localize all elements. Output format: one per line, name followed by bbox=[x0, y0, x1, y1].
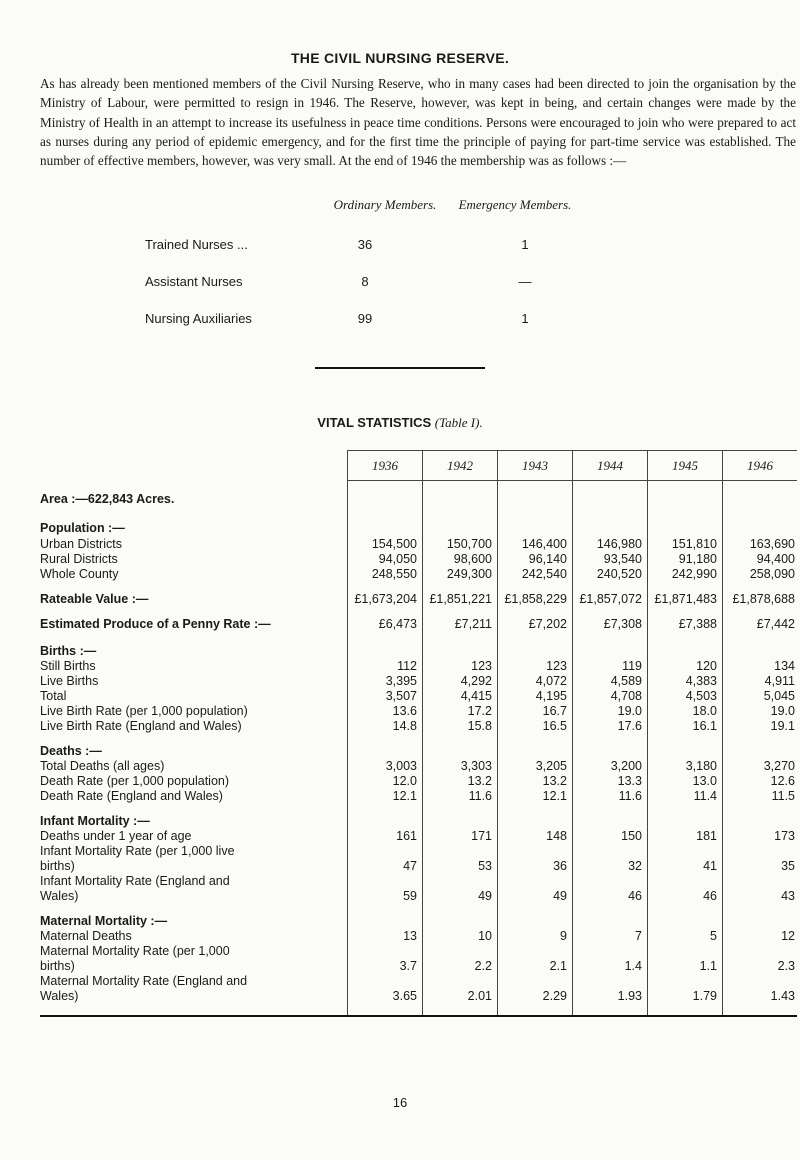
table-cell: 19.1 bbox=[770, 719, 795, 733]
membership-row bbox=[0, 311, 800, 331]
table-cell: 13.2 bbox=[467, 774, 492, 788]
table-cell: 3,200 bbox=[610, 759, 642, 773]
table-cell: 4,911 bbox=[764, 674, 795, 688]
table-cell: 13.0 bbox=[692, 774, 717, 788]
table-cell: 13.2 bbox=[542, 774, 567, 788]
table-cell: 91,180 bbox=[678, 552, 717, 566]
table-cell: 1.1 bbox=[699, 959, 717, 973]
table-cell: 148 bbox=[546, 829, 567, 843]
table-cell: 12.6 bbox=[770, 774, 795, 788]
table-cell: 9 bbox=[560, 929, 567, 943]
section-heading: Estimated Produce of a Penny Rate :— bbox=[40, 617, 271, 631]
section-heading: Infant Mortality :— bbox=[40, 814, 150, 828]
table-cell: 16.7 bbox=[542, 704, 567, 718]
emergency-count: 1 bbox=[521, 311, 529, 326]
table-cell: 181 bbox=[696, 829, 717, 843]
table-cell: 18.0 bbox=[692, 704, 717, 718]
vital-heading-text: VITAL STATISTICS bbox=[317, 415, 432, 430]
section-heading: Maternal Mortality :— bbox=[40, 914, 168, 928]
table-cell: 17.6 bbox=[617, 719, 642, 733]
table-cell: 154,500 bbox=[371, 537, 417, 551]
membership-row bbox=[0, 274, 800, 294]
table-cell: 3,270 bbox=[763, 759, 795, 773]
table-cell: 43 bbox=[781, 889, 795, 903]
table-cell: 4,708 bbox=[610, 689, 642, 703]
table-cell: 12.1 bbox=[542, 789, 567, 803]
table-bottom-rule bbox=[40, 1015, 797, 1017]
table-cell: 242,990 bbox=[671, 567, 717, 581]
ordinary-count: 8 bbox=[361, 274, 369, 289]
table-cell: 13.6 bbox=[392, 704, 417, 718]
row-label: Maternal Mortality Rate (per 1,000 bbox=[40, 944, 230, 958]
table-cell: 7 bbox=[635, 929, 642, 943]
table-cell: £7,202 bbox=[528, 617, 567, 631]
table-cell: 11.5 bbox=[771, 789, 795, 803]
table-cell: 242,540 bbox=[521, 567, 567, 581]
row-label: Total Deaths (all ages) bbox=[40, 759, 165, 773]
table-cell: 1.43 bbox=[770, 989, 795, 1003]
year-header: 1942 bbox=[447, 458, 473, 473]
row-label: Rural Districts bbox=[40, 552, 118, 566]
table-cell: 2.29 bbox=[542, 989, 567, 1003]
row-label: Deaths under 1 year of age bbox=[40, 829, 192, 843]
year-header: 1943 bbox=[522, 458, 548, 473]
table-cell: 258,090 bbox=[749, 567, 795, 581]
year-header: 1936 bbox=[372, 458, 398, 473]
table-cell: 1.4 bbox=[624, 959, 642, 973]
table-cell: £1,858,229 bbox=[504, 592, 567, 606]
row-label: Maternal Deaths bbox=[40, 929, 132, 943]
table-cell: 2.3 bbox=[777, 959, 795, 973]
table-cell: 32 bbox=[628, 859, 642, 873]
table-cell: 14.8 bbox=[392, 719, 417, 733]
table-cell: 163,690 bbox=[749, 537, 795, 551]
section-heading: Rateable Value :— bbox=[40, 592, 149, 606]
ordinary-members-header: Ordinary Members. bbox=[333, 197, 437, 212]
table-cell: 98,600 bbox=[453, 552, 492, 566]
table-cell: 1.93 bbox=[617, 989, 642, 1003]
row-label: Wales) bbox=[40, 889, 79, 903]
table-cell: 119 bbox=[622, 659, 642, 673]
table-cell: 146,400 bbox=[521, 537, 567, 551]
table-cell: £1,673,204 bbox=[354, 592, 417, 606]
table-cell: 12 bbox=[781, 929, 795, 943]
row-label: Infant Mortality Rate (England and bbox=[40, 874, 230, 888]
table-cell: 36 bbox=[553, 859, 567, 873]
row-label: Whole County bbox=[40, 567, 119, 581]
table-cell: 49 bbox=[478, 889, 492, 903]
table-cell: 146,980 bbox=[596, 537, 642, 551]
table-cell: 171 bbox=[471, 829, 492, 843]
section-heading: Population :— bbox=[40, 521, 125, 535]
table-cell: 2.1 bbox=[549, 959, 567, 973]
table-cell: 3,303 bbox=[460, 759, 492, 773]
table-cell: 47 bbox=[403, 859, 417, 873]
row-label: Maternal Mortality Rate (England and bbox=[40, 974, 248, 988]
table-cell: 10 bbox=[478, 929, 492, 943]
emergency-count: 1 bbox=[521, 237, 529, 252]
table-cell: 240,520 bbox=[596, 567, 642, 581]
page-title: THE CIVIL NURSING RESERVE. bbox=[290, 50, 510, 66]
paragraph-text: As has already been mentioned members of the Civil Nursing Reserve, who in many cases had been directed to join the organisation by the Ministry of Labour, were permitted to resign in 1946. The Reserve, however, was kept in being, and certain changes were made by the Ministry of Health in an attempt to increase its usefulness in peace time conditions. Persons were encouraged to join who were prepared to act as nurses during any period of epidemic emergency, and for the first time the principle of paying for part-time service was established. The number of effective members, however, was very small. At the end of 1946 the membership was as follows :— bbox=[40, 76, 796, 169]
membership-label: Nursing Auxiliaries bbox=[145, 311, 252, 326]
table-cell: 53 bbox=[478, 859, 492, 873]
row-label: Still Births bbox=[40, 659, 96, 673]
table-cell: 150 bbox=[621, 829, 642, 843]
table-cell: 2.01 bbox=[467, 989, 492, 1003]
table-cell: 12.0 bbox=[392, 774, 417, 788]
table-cell: 41 bbox=[703, 859, 717, 873]
row-label: Live Births bbox=[40, 674, 99, 688]
table-cell: 112 bbox=[397, 659, 417, 673]
year-header: 1945 bbox=[672, 458, 698, 473]
table-cell: 5 bbox=[710, 929, 717, 943]
table-cell: 173 bbox=[774, 829, 795, 843]
row-label: Live Birth Rate (per 1,000 population) bbox=[40, 704, 248, 718]
table-cell: £7,442 bbox=[756, 617, 795, 631]
table-cell: 151,810 bbox=[671, 537, 717, 551]
section-divider bbox=[315, 367, 485, 369]
table-cell: 49 bbox=[553, 889, 567, 903]
table-cell: £1,851,221 bbox=[429, 592, 492, 606]
table-cell: 13.3 bbox=[617, 774, 642, 788]
table-cell: 17.2 bbox=[467, 704, 492, 718]
table-cell: 93,540 bbox=[603, 552, 642, 566]
table-cell: 3,180 bbox=[685, 759, 717, 773]
table-cell: 134 bbox=[774, 659, 795, 673]
ordinary-count: 36 bbox=[357, 237, 373, 252]
page-number: 16 bbox=[392, 1095, 408, 1110]
row-label: Infant Mortality Rate (per 1,000 live bbox=[40, 844, 235, 858]
table-cell: 96,140 bbox=[528, 552, 567, 566]
table-cell: 59 bbox=[403, 889, 417, 903]
section-heading: Deaths :— bbox=[40, 744, 102, 758]
table-cell: 11.4 bbox=[693, 789, 717, 803]
table-cell: 248,550 bbox=[371, 567, 417, 581]
table-cell: 4,072 bbox=[535, 674, 567, 688]
table-cell: £7,388 bbox=[678, 617, 717, 631]
table-cell: £1,857,072 bbox=[579, 592, 642, 606]
row-label: births) bbox=[40, 859, 75, 873]
year-header: 1944 bbox=[597, 458, 623, 473]
membership-label: Assistant Nurses bbox=[145, 274, 243, 289]
table-cell: 46 bbox=[703, 889, 717, 903]
table-cell: 1.79 bbox=[692, 989, 717, 1003]
table-cell: 19.0 bbox=[770, 704, 795, 718]
table-cell: 4,589 bbox=[610, 674, 642, 688]
table-cell: £1,878,688 bbox=[732, 592, 795, 606]
table-cell: 3.65 bbox=[392, 989, 417, 1003]
row-label: Live Birth Rate (England and Wales) bbox=[40, 719, 242, 733]
table-cell: 150,700 bbox=[446, 537, 492, 551]
table-cell: 11.6 bbox=[468, 789, 492, 803]
table-cell: 2.2 bbox=[474, 959, 492, 973]
table-cell: 5,045 bbox=[763, 689, 795, 703]
table-cell: £7,308 bbox=[603, 617, 642, 631]
section-heading: Area :—622,843 Acres. bbox=[40, 492, 175, 506]
table-cell: 11.6 bbox=[618, 789, 642, 803]
row-label: Death Rate (per 1,000 population) bbox=[40, 774, 230, 788]
table-cell: 123 bbox=[471, 659, 492, 673]
table-cell: 94,400 bbox=[756, 552, 795, 566]
membership-label: Trained Nurses ... bbox=[145, 237, 248, 252]
row-label: births) bbox=[40, 959, 75, 973]
table-cell: £6,473 bbox=[378, 617, 417, 631]
vital-table-ref: (Table I). bbox=[434, 415, 483, 430]
table-cell: 3,003 bbox=[385, 759, 417, 773]
table-cell: 35 bbox=[781, 859, 795, 873]
emergency-count: — bbox=[518, 274, 532, 289]
table-cell: 120 bbox=[696, 659, 717, 673]
table-cell: 4,195 bbox=[535, 689, 567, 703]
table-cell: 161 bbox=[396, 829, 417, 843]
table-cell: 249,300 bbox=[446, 567, 492, 581]
table-cell: 3.7 bbox=[399, 959, 417, 973]
table-cell: 94,050 bbox=[378, 552, 417, 566]
table-cell: £7,211 bbox=[454, 617, 492, 631]
table-cell: 3,507 bbox=[385, 689, 417, 703]
table-cell: 16.1 bbox=[692, 719, 717, 733]
table-cell: 123 bbox=[546, 659, 567, 673]
row-label: Urban Districts bbox=[40, 537, 122, 551]
table-cell: 4,383 bbox=[685, 674, 717, 688]
table-cell: 12.1 bbox=[392, 789, 417, 803]
table-cell: 15.8 bbox=[467, 719, 492, 733]
table-cell: £1,871,483 bbox=[654, 592, 717, 606]
vital-statistics-heading bbox=[0, 415, 800, 431]
table-cell: 3,205 bbox=[535, 759, 567, 773]
table-cell: 4,292 bbox=[460, 674, 492, 688]
section-heading: Births :— bbox=[40, 644, 97, 658]
table-cell: 46 bbox=[628, 889, 642, 903]
membership-row bbox=[0, 237, 800, 257]
table-cell: 4,415 bbox=[460, 689, 492, 703]
table-cell: 4,503 bbox=[685, 689, 717, 703]
table-cell: 19.0 bbox=[617, 704, 642, 718]
row-label: Death Rate (England and Wales) bbox=[40, 789, 223, 803]
body-paragraph bbox=[40, 74, 796, 170]
row-label: Wales) bbox=[40, 989, 79, 1003]
row-label: Total bbox=[40, 689, 67, 703]
ordinary-count: 99 bbox=[357, 311, 373, 326]
table-cell: 16.5 bbox=[542, 719, 567, 733]
table-cell: 13 bbox=[403, 929, 417, 943]
emergency-members-header: Emergency Members. bbox=[458, 197, 572, 212]
table-cell: 3,395 bbox=[385, 674, 417, 688]
year-header: 1946 bbox=[747, 458, 773, 473]
